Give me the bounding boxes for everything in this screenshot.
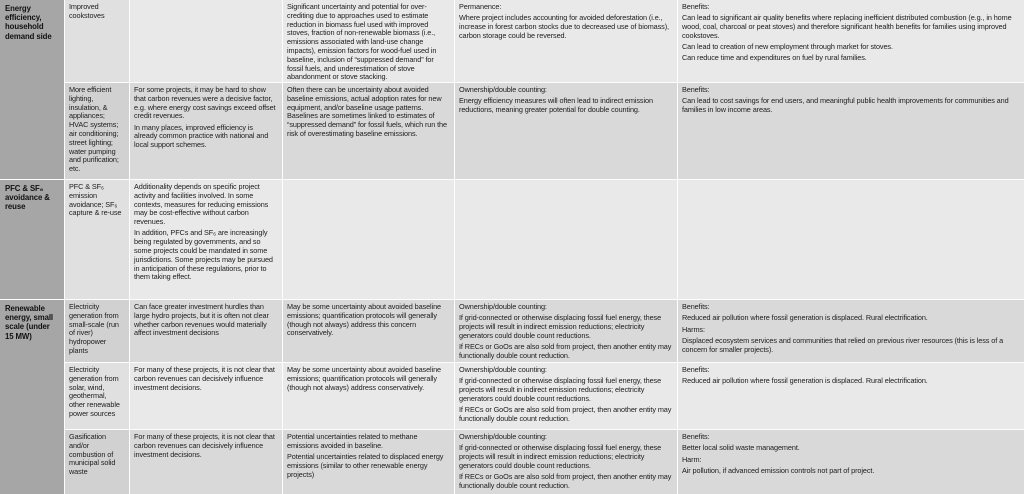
- cell-pfc-additionality: Additionality depends on specific project activity and facilities involved. In some contexts, measures for reducing emissions may be cost-effective without carbon revenues. In addition, PFCs and SF₆ are increasingly being regulated by governments, and so some projects could be mandated in some jurisdictions. Some projects may be pursued in anticipation of these regulations, prior to them taking effect.: [130, 180, 282, 299]
- cell-solar-wind-uncertainty: May be some uncertainty about avoided baseline emissions; quantification protocols will generally (though not always) address conservatively.: [283, 363, 454, 429]
- cell-solar-wind-additionality: For many of these projects, it is not clear that carbon revenues can decisively influence investment decisions.: [130, 363, 282, 429]
- cell-msw-uncertainty: Potential uncertainties related to methane emissions avoided in baseline. Potential uncertainties related to displaced energy emissions (similar to other renewable energy projects): [283, 430, 454, 494]
- cell-cookstoves-benefits: Benefits: Can lead to significant air quality benefits where replacing inefficient distributed combustion (e.g., in home wood, coal, charcoal or peat stoves) and therefore significant health benefits for families using improved cookstoves. Can lead to creation of new employment through market for stoves. Can reduce time and expenditures on fuel by rural families.: [678, 0, 1024, 82]
- cell-hydro-uncertainty: May be some uncertainty about avoided baseline emissions; quantification protocols will generally (though not always) address this concern conservatively.: [283, 300, 454, 362]
- category-pfc-sf6: PFC & SF₆ avoidance & reuse: [0, 180, 64, 299]
- cell-pfc-benefits: [678, 180, 1024, 299]
- cell-efficiency-project-type: More efficient lighting, insulation, & appliances; HVAC systems; air conditioning; street lighting; water pumping and purification; etc.: [65, 83, 129, 179]
- cell-solar-wind-ownership: Ownership/double counting: If grid-connected or otherwise displacing fossil fuel energy, these projects will result in indirect emission reductions; electricity generators could double count reductions. If RECs or GoOs are also sold from project, then another entity may functionally double count reduction.: [455, 363, 677, 429]
- cell-efficiency-uncertainty: Often there can be uncertainty about avoided baseline emissions, actual adoption rates for new equipment, and/or baseline usage patterns. Baselines are sometimes linked to estimates of “suppressed demand” for fossil fuels, which run the risk of overestimating baseline emissions.: [283, 83, 454, 179]
- cell-efficiency-additionality: For some projects, it may be hard to show that carbon revenues were a decisive factor, e.g. where energy cost savings exceed offset credit revenues. In many places, improved efficiency is already common practice with national and local support schemes.: [130, 83, 282, 179]
- cell-efficiency-ownership: Ownership/double counting: Energy efficiency measures will often lead to indirect emission reductions, meaning greater potential for double counting.: [455, 83, 677, 179]
- cell-cookstoves-project-type: Improved cookstoves: [65, 0, 129, 82]
- category-energy-efficiency: Energy efficiency, household demand side: [0, 0, 64, 179]
- cell-msw-additionality: For many of these projects, it is not clear that carbon revenues can decisively influence investment decisions.: [130, 430, 282, 494]
- cell-hydro-ownership: Ownership/double counting: If grid-connected or otherwise displacing fossil fuel energy, these projects will result in indirect emission reductions; electricity generators could double count reductions. If RECs or GoOs are also sold from project, then another entity may functionally double count reduction.: [455, 300, 677, 362]
- category-renewable-small-scale: Renewable energy, small scale (under 15 MW): [0, 300, 64, 494]
- cell-efficiency-benefits: Benefits: Can lead to cost savings for end users, and meaningful public health improvements for communities and families in low income areas.: [678, 83, 1024, 179]
- cell-cookstoves-permanence: Permanence: Where project includes accounting for avoided deforestation (i.e., increase in forest carbon stocks due to decreased use of biomass), carbon storage could be reversed.: [455, 0, 677, 82]
- cell-solar-wind-benefits: Benefits: Reduced air pollution where fossil generation is displaced. Rural electrification.: [678, 363, 1024, 429]
- cell-msw-benefits: Benefits: Better local solid waste management. Harm: Air pollution, if advanced emission controls not part of project.: [678, 430, 1024, 494]
- cell-msw-ownership: Ownership/double counting: If grid-connected or otherwise displacing fossil fuel energy, these projects will result in indirect emission reductions; electricity generators could double count reductions. If RECs or GoOs are also sold from project, then another entity may functionally double count reduction.: [455, 430, 677, 494]
- cell-pfc-uncertainty: [283, 180, 454, 299]
- cell-msw-project-type: Gasification and/or combustion of municipal solid waste: [65, 430, 129, 494]
- cell-hydro-benefits: Benefits: Reduced air pollution where fossil generation is displaced. Rural electrification. Harms: Displaced ecosystem services and communities that relied on previous river resources (this is less of a concern for smaller projects).: [678, 300, 1024, 362]
- cell-solar-wind-project-type: Electricity generation from solar, wind, geothermal, other renewable power sources: [65, 363, 129, 429]
- cell-pfc-project-type: PFC & SF₆ emission avoidance; SF₆ capture & re-use: [65, 180, 129, 299]
- cell-hydro-additionality: Can face greater investment hurdles than large hydro projects, but it is often not clear whether carbon revenues would materially affect investment decisions: [130, 300, 282, 362]
- cell-cookstoves-additionality: [130, 0, 282, 82]
- cell-cookstoves-uncertainty: Significant uncertainty and potential for over-crediting due to approaches used to estimate reduction in biomass fuel used with improved stoves, fraction of non-renewable biomass (i.e., emissions associated with land-use change impacts), emission factors for wood-fuel used in baseline, inclusion of “suppressed demand” for fossil fuels, and underestimation of stove abandonment or stove stacking.: [283, 0, 454, 82]
- cell-hydro-project-type: Electricity generation from small-scale (run of river) hydropower plants: [65, 300, 129, 362]
- cell-pfc-ownership: [455, 180, 677, 299]
